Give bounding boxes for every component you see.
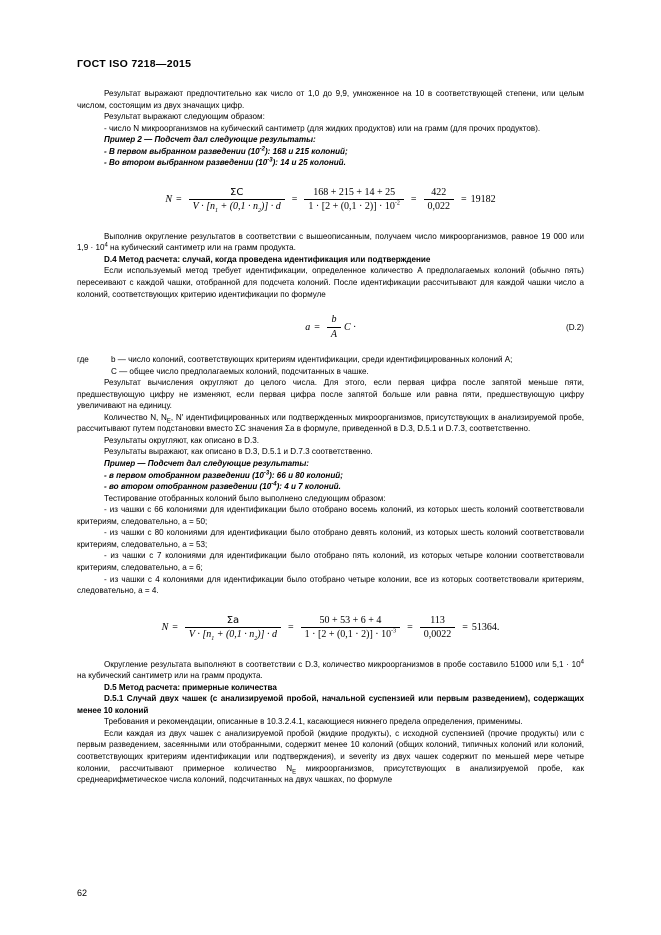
formula3-num2: 50 + 53 + 6 + 4 [319, 614, 382, 626]
bullet-plate-4: - из чашки с 4 колониями для идентификации было отобрано четыре колонии, все из которых соответствовали критериям, следовательно, a = 4. [77, 574, 584, 596]
formula1-den1-c: )] · d [261, 201, 281, 213]
p4-sup: 4 [104, 242, 108, 249]
where-label: где [77, 355, 89, 365]
formula1-result: 19182 [470, 194, 496, 206]
bullet-plate-80: - из чашки с 80 колониями для идентификации было отобрано девять колоний, из которых шесть колоний соответствовали критериям, следовательно, a = 53; [77, 528, 584, 549]
formula2-lhs: a [305, 321, 311, 333]
formula-sigma-a [77, 607, 584, 649]
heading-d5: D.5 Метод расчета: примерные количества [104, 682, 277, 692]
p4-b: на кубический сантиметр или на грамм продукта. [107, 243, 296, 253]
formula2-num: b [331, 314, 337, 326]
p11-sup: 4 [580, 658, 584, 665]
formula1-den2-sup: -2 [394, 201, 400, 207]
p3-text: - число N микроорганизмов на кубический сантиметр (для жидких продуктов) или на грамм (для прочих продуктов). [104, 123, 541, 133]
formula1-den2 [304, 199, 403, 213]
example-line2-sup: -4 [271, 481, 277, 488]
formula3-den3: 0,0022 [420, 627, 456, 641]
formula3-den2-sup: -3 [391, 628, 397, 635]
formula3-eq3: = [407, 622, 413, 634]
formula3-fraction1 [185, 615, 281, 641]
example-line1-sup: -3 [263, 469, 270, 476]
formula3-fraction2 [301, 615, 400, 641]
formula1-den1-b: + (0,1 · n [217, 201, 259, 213]
formula1-eq4: = [461, 194, 467, 206]
example2-title: Пример 2 — Подсчет дал следующие результаты: [104, 135, 316, 145]
example2-line1 [77, 146, 584, 158]
where-definition-b: b — число колоний, соответствующих критериям идентификации, среди идентифицированных колоний A; [111, 355, 513, 365]
example-line2 [77, 481, 584, 493]
formula3-den1-b: + (0,1 · n [214, 629, 255, 641]
formula1-num2: 168 + 215 + 14 + 25 [313, 186, 396, 198]
formula1-den1 [189, 199, 285, 213]
paragraph-result-form: Результат выражают следующим образом: [104, 112, 265, 122]
example2-line2-b: ): 14 и 25 колоний. [272, 158, 346, 168]
formula2-rhs: C · [344, 321, 356, 333]
paragraph-result-expression: Результат выражают предпочтительно как число от 1,0 до 9,9, умноженное на 10 в соответствующей степени, или целым числом, состоящим из двух значащих цифр. [77, 89, 584, 110]
p11-a: Округление результата выполняют в соответствии с D.3, количество микроорганизмов в пробе составило 51000 или 5,1 · 10 [104, 659, 581, 669]
formula3-result: 51364. [471, 622, 500, 634]
formula2-fraction [327, 314, 341, 340]
formula1-den1-sub1: 1 [214, 208, 218, 215]
p13-a: Если каждая из двух чашек с анализируемой пробой (жидкие продукты), с исходной суспензией (прочие продукты) или с первым разведением, засеянными или отобранными, содержит менее 10 колоний (общих колоний, типичных колоний или колоний, соответствующих критериям идентификации или подтверждения), и severity из двух чашек содержит по меньшей мере четыре колонии, рассчитывают примерное количество N [77, 728, 584, 773]
paragraph-testing-intro: Тестирование отобранных колоний было выполнено следующим образом: [104, 493, 386, 503]
formula3-eq2: = [288, 622, 294, 634]
example-line2-b: ): 4 и 7 колоний. [276, 482, 341, 492]
page-number: 62 [77, 888, 88, 898]
formula3-fraction3 [420, 615, 456, 641]
formula2-number: (D.2) [566, 322, 584, 332]
formula1-fraction3 [424, 187, 455, 213]
formula3-den1-sub2: 2 [254, 636, 258, 643]
heading-d51: D.5.1 Случай двух чашек (с анализируемой пробой, начальной суспензией или первым разведением), содержащих менее 10 колоний [77, 694, 584, 715]
formula1-eq2: = [291, 194, 298, 206]
paragraph-results-expressed: Результаты выражают, как описано в D.3, D.5.1 и D.7.3 соответственно. [104, 447, 373, 457]
formula1-num3: 422 [431, 186, 447, 198]
p13-sub: E [292, 769, 297, 776]
paragraph-quantity-substitution [77, 412, 584, 435]
example2-line2 [77, 157, 584, 169]
p7-a: Количество N, N [104, 412, 167, 422]
formula2-den: A [327, 327, 341, 341]
formula3-den1-c: )] · d [257, 629, 278, 641]
formula1-den1-a: V · [n [192, 201, 215, 213]
example-line1 [77, 470, 584, 482]
example2-line1-a: - В первом выбранном разведении (10 [104, 146, 260, 156]
formula1-num1: ΣC [230, 186, 244, 198]
formula1-eq3: = [410, 194, 417, 206]
where-row-b [77, 354, 584, 366]
bullet-plate-66: - из чашки с 66 колониями для идентификации было отобрано восемь колоний, из которых шесть колоний соответствовали критериям, следовательно, a = 50; [77, 505, 584, 526]
p7-sub: E [166, 418, 171, 425]
formula3-eq4: = [462, 622, 468, 634]
formula-d3-computation [77, 179, 584, 221]
formula3-num1: Σa [226, 614, 240, 626]
formula1-fraction1 [189, 187, 285, 213]
formula1-den1-sub2: 2 [258, 208, 262, 215]
where-row-c [77, 366, 584, 378]
formula3-den1-sub1: 1 [211, 636, 215, 643]
p7-b: , N′ идентифицированных или подтвержденных микроорганизмов, присутствующих в анализируемой пробе, рассчитывают путем подстановки вместо ΣC значения Σa в формуле, приведенной в D.3, D.5.1 и D.7.3, соответственно. [77, 412, 584, 434]
formula1-den2-a: 1 · [2 + (0,1 · 2)] · 10 [308, 201, 395, 213]
paragraph-final-rounding [77, 659, 584, 682]
p4-a: Выполнив округление результатов в соответствии с вышеописанным, получаем число микроорганизмов, равное 19 000 или 1,9 · 10 [77, 231, 584, 253]
heading-d4: D.4 Метод расчета: случай, когда проведена идентификация или подтверждение [104, 254, 431, 264]
formula3-den1-a: V · [n [188, 629, 212, 641]
paragraph-results-rounded: Результаты округляют, как описано в D.3. [104, 435, 260, 445]
example-line2-a: - во втором отобранном разведении (10 [104, 482, 272, 492]
formula1-lhs: N [165, 194, 172, 206]
where-definition-c: C — общее число предполагаемых колоний, подсчитанных в чашке. [111, 366, 369, 376]
formula3-den2-a: 1 · [2 + (0,1 · 2)] · 10 [304, 629, 392, 641]
formula3-num3: 113 [430, 614, 445, 626]
p11-b: на кубический сантиметр или на грамм продукта. [77, 671, 263, 681]
example2-line1-b: ): 168 и 215 колоний; [264, 146, 348, 156]
example-line1-b: ): 66 и 80 колоний; [269, 470, 343, 480]
example2-line2-sup: -3 [267, 157, 273, 164]
formula3-eq1: = [172, 622, 178, 634]
example-line1-a: - в первом отобранном разведении (10 [104, 470, 264, 480]
p13-b: микроорганизмов, присутствующих в анализируемой пробе, как среднеарифметическое числа колоний, подсчитанных на двух чашках, по формуле [77, 763, 584, 785]
example-title: Пример — Подсчет дал следующие результаты: [104, 459, 309, 469]
formula2-eq1: = [314, 321, 320, 333]
paragraph-identification-method: Если используемый метод требует идентификации, определенное количество A предполагаемых колоний (обычно пять) пересеивают с каждой чашки, отобранной для подсчета колоний. После идентификации рассчитывают для каждой чашки число a колоний, соответствующих критерию идентификации по формуле [77, 266, 584, 299]
example2-line2-a: - Во втором выбранном разведении (10 [104, 158, 268, 168]
bullet-plate-7: - из чашки с 7 колониями для идентификации было отобрано пять колоний, из которых четыре колонии соответствовали критериям, следовательно, a = 6; [77, 551, 584, 572]
paragraph-rounding-rule: Результат вычисления округляют до целого числа. Для этого, если первая цифра после запятой меньше пяти, предшествующую цифру не изменяют, если первая цифра после запятой больше или равна пяти, предшествующую цифру увеличивают на единицу. [77, 378, 584, 411]
formula1-fraction2 [304, 187, 403, 213]
paragraph-microorganism-count [77, 123, 584, 135]
example2-line1-sup: -2 [259, 146, 265, 153]
formula1-eq1: = [176, 194, 182, 206]
formula1-den3: 0,022 [424, 199, 455, 213]
page-content [77, 88, 584, 786]
paragraph-two-plates-case [77, 728, 584, 786]
where-label-empty [77, 366, 111, 378]
formula3-den2 [301, 627, 400, 641]
paragraph-rounding-result [77, 231, 584, 254]
formula-d2 [77, 310, 584, 344]
standard-header: ГОСТ ISO 7218—2015 [77, 58, 192, 70]
paragraph-requirements: Требования и рекомендации, описанные в 10.3.2.4.1, касающиеся нижнего предела определения, применимы. [104, 717, 523, 727]
formula3-lhs: N [161, 622, 169, 634]
formula3-den1 [185, 627, 281, 641]
